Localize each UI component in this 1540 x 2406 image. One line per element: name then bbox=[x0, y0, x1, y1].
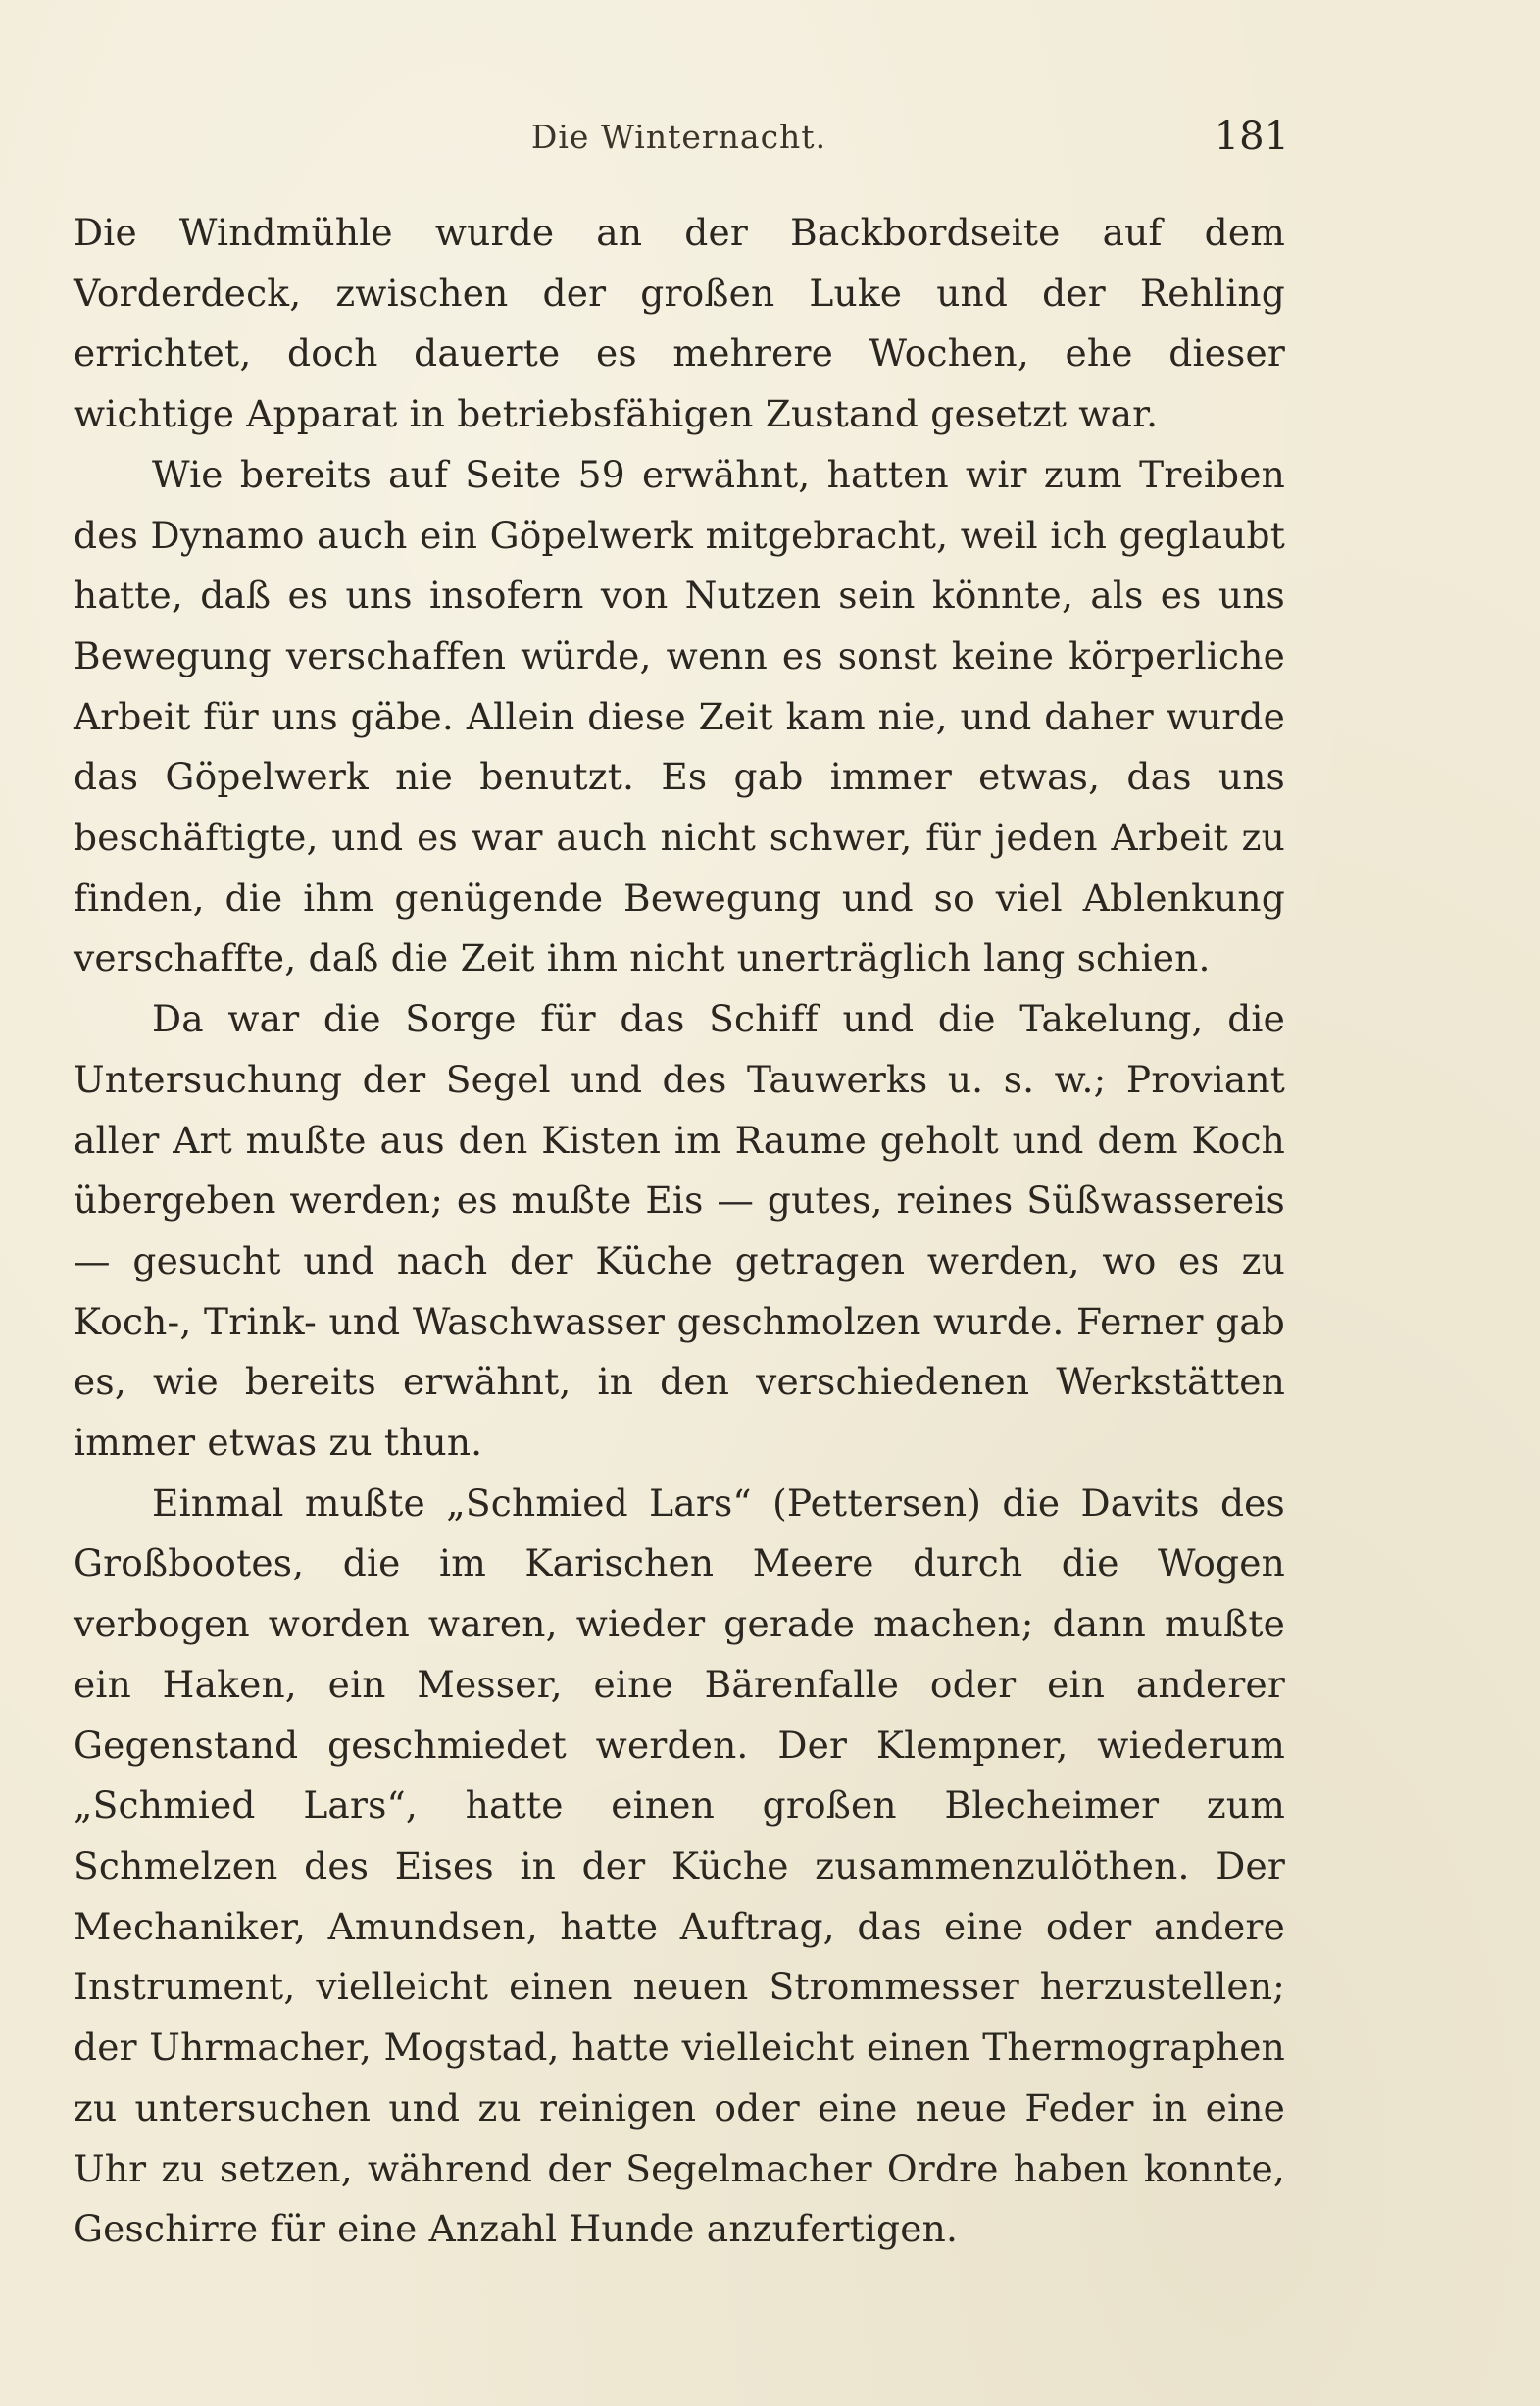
paragraph-3: Da war die Sorge für das Schiff und die Takelung, die Untersuchung der Segel und des Tauwerks u. s. w.; Proviant aller Art mußte aus den Kisten im Raume geholt und dem Koch übergeben werden; es mußte Eis — gutes, reines Süßwassereis — gesucht und nach der Küche getragen werden, wo es zu Koch-, Trink- und Waschwasser geschmolzen wurde. Ferner gab es, wie bereits erwähnt, in den verschiedenen Werkstätten immer etwas zu thun. bbox=[74, 997, 1285, 1465]
running-title: Die Winternacht. bbox=[530, 118, 827, 156]
paragraph-1: Die Windmühle wurde an der Backbordseite auf dem Vorderdeck, zwischen der großen Luke und der Rehling errichtet, doch dauerte es mehrere Wochen, ehe dieser wichtige Apparat in betriebsfähigen Zustand gesetzt war. bbox=[74, 211, 1285, 436]
body-text bbox=[74, 203, 1285, 2260]
paragraph-2: Wie bereits auf Seite 59 erwähnt, hatten wir zum Treiben des Dynamo auch ein Göpelwerk mitgebracht, weil ich geglaubt hatte, daß es uns insofern von Nutzen sein könnte, als es uns Bewegung verschaffen würde, wenn es sonst keine körperliche Arbeit für uns gäbe. Allein diese Zeit kam nie, und daher wurde das Göpelwerk nie benutzt. Es gab immer etwas, das uns beschäftigte, und es war auch nicht schwer, für jeden Arbeit zu finden, die ihm genügende Bewegung und so viel Ablenkung verschaffte, daß die Zeit ihm nicht unerträglich lang schien. bbox=[74, 452, 1285, 980]
paragraph-4: Einmal mußte „Schmied Lars“ (Pettersen) die Davits des Großbootes, die im Karischen Meere durch die Wogen verbogen worden waren, wieder gerade machen; dann mußte ein Haken, ein Messer, eine Bärenfalle oder ein anderer Gegenstand geschmiedet werden. Der Klempner, wiederum „Schmied Lars“, hatte einen großen Blecheimer zum Schmelzen des Eises in der Küche zusammenzulöthen. Der Mechaniker, Amundsen, hatte Auftrag, das eine oder andere Instrument, vielleicht einen neuen Strommesser herzustellen; der Uhrmacher, Mogstad, hatte vielleicht einen Thermographen zu untersuchen und zu reinigen oder eine neue Feder in eine Uhr zu setzen, während der Segelmacher Ordre haben konnte, Geschirre für eine Anzahl Hunde anzufertigen. bbox=[74, 1480, 1285, 2251]
page-number: 181 bbox=[1214, 114, 1289, 159]
page-header bbox=[69, 114, 1289, 176]
